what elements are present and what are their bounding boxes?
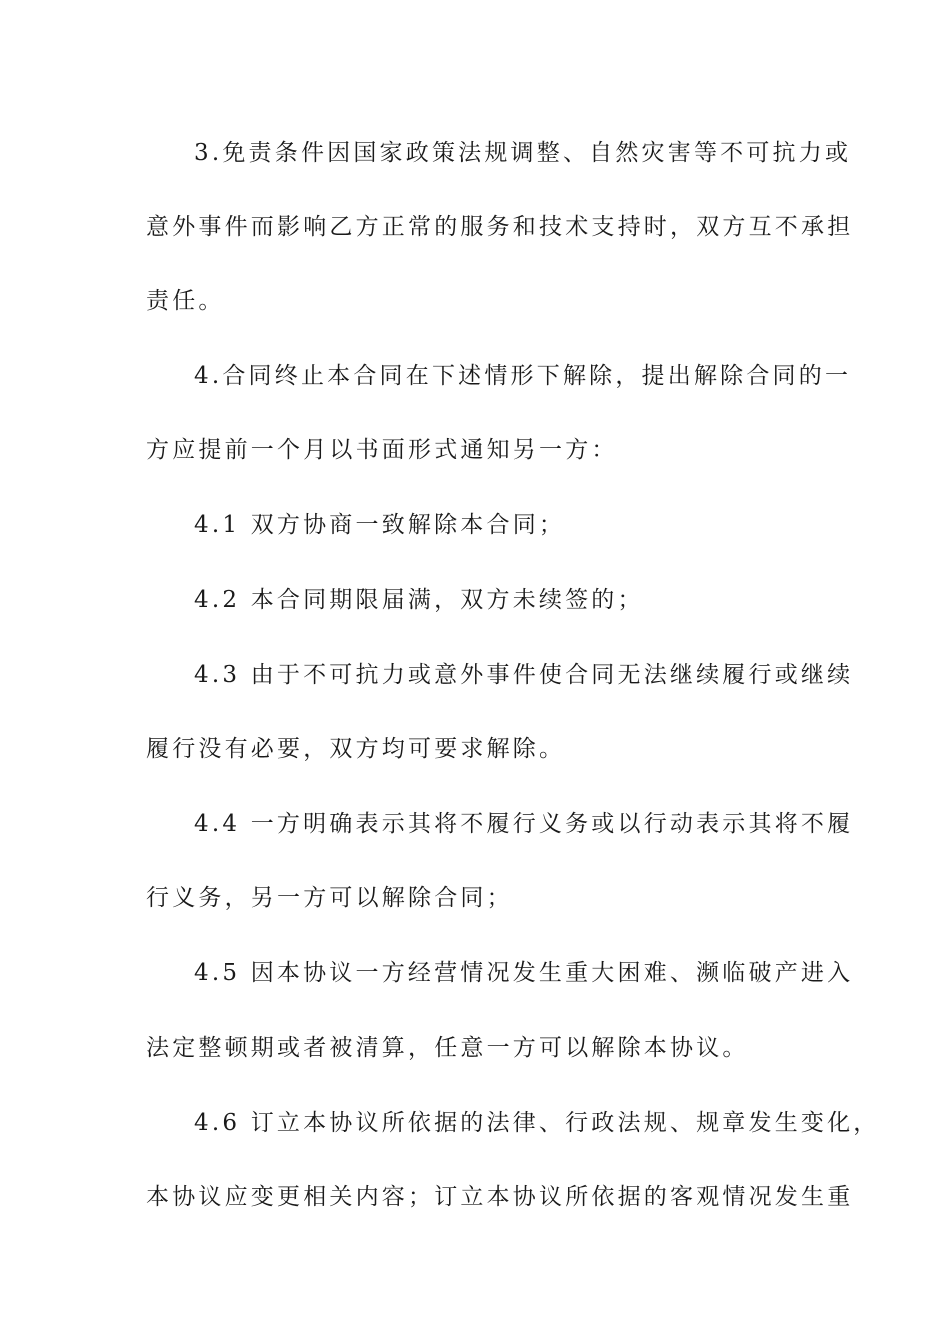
text-line-clause-4-5-cont: 法定整顿期或者被清算，任意一方可以解除本协议。 [146, 1035, 749, 1061]
text-line-clause-4-6: 4.6 订立本协议所依据的法律、行政法规、规章发生变化， [194, 1110, 880, 1136]
text-line-clause-4-2: 4.2 本合同期限届满，双方未续签的； [194, 587, 644, 613]
text-line-clause-4-4-cont: 行义务，另一方可以解除合同； [146, 885, 513, 911]
text-line-clause-4-5: 4.5 因本协议一方经营情况发生重大困难、濒临破产进入 [194, 960, 854, 986]
text-line-clause-4-4: 4.4 一方明确表示其将不履行义务或以行动表示其将不履 [194, 811, 854, 837]
text-line-clause-4-cont: 方应提前一个月以书面形式通知另一方： [146, 437, 618, 463]
text-line-clause-3-cont: 意外事件而影响乙方正常的服务和技术支持时，双方互不承担 [146, 214, 854, 240]
text-line-clause-4: 4.合同终止本合同在下述情形下解除，提出解除合同的一 [194, 363, 852, 389]
text-line-clause-4-6-cont: 本协议应变更相关内容；订立本协议所依据的客观情况发生重 [146, 1184, 854, 1210]
text-line-clause-4-3-cont: 履行没有必要，双方均可要求解除。 [146, 736, 566, 762]
text-line-clause-3: 3.免责条件因国家政策法规调整、自然灾害等不可抗力或 [194, 140, 852, 166]
text-line-clause-3-end: 责任。 [146, 288, 225, 314]
text-line-clause-4-3: 4.3 由于不可抗力或意外事件使合同无法继续履行或继续 [194, 662, 854, 688]
text-line-clause-4-1: 4.1 双方协商一致解除本合同； [194, 512, 566, 538]
